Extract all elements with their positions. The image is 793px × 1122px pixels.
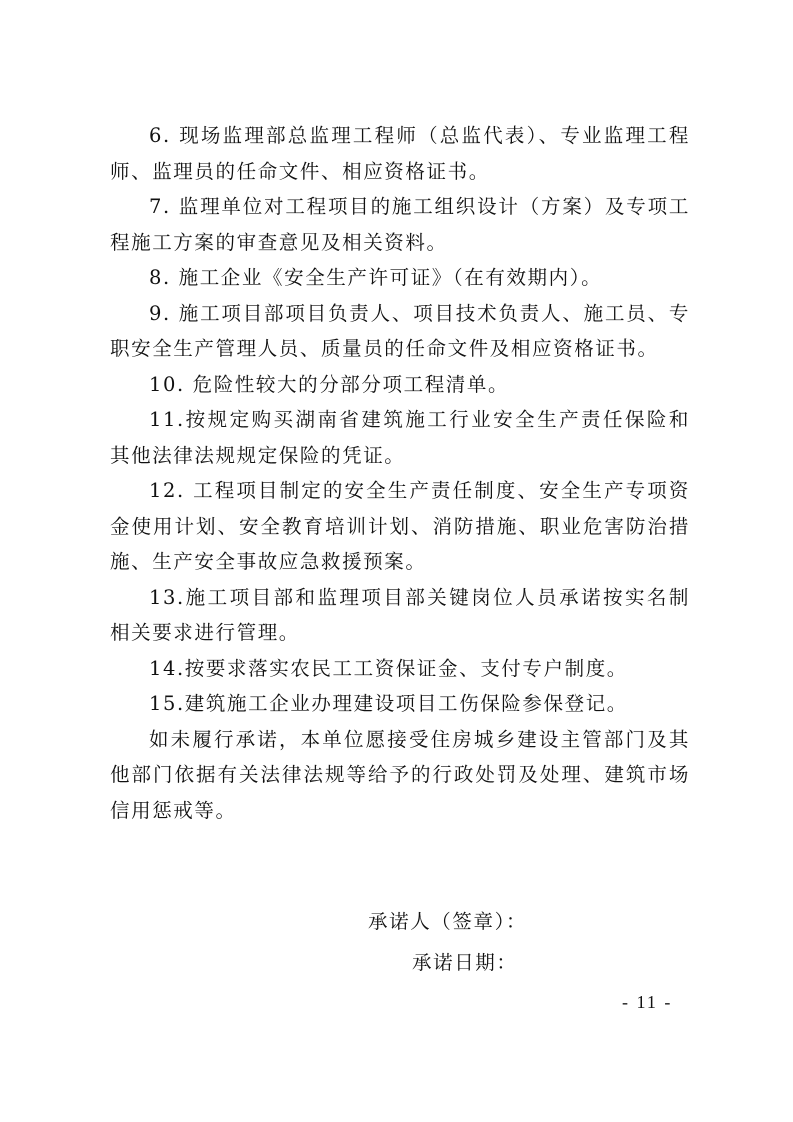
signer-label: 承诺人（签章）： <box>368 910 528 933</box>
paragraph-item-14: 14.按要求落实农民工工资保证金、支付专户制度。 <box>149 656 628 680</box>
commitment-statement: 如未履行承诺，本单位愿接受住房城乡建设主管部门及其他部门依据有关法律法规等给予的行政处罚及处理、建筑市场信用惩戒等。 <box>110 727 690 822</box>
paragraph-item-15: 15.建筑施工企业办理建设项目工伤保险参保登记。 <box>149 692 628 715</box>
paragraph-item-6: 6. 现场监理部总监理工程师（总监代表）、专业监理工程师、监理员的任命文件、相应资格证书。 <box>110 124 690 183</box>
page-number: - 11 - <box>622 992 673 1012</box>
paragraph-item-13: 13.施工项目部和监理项目部关键岗位人员承诺按实名制相关要求进行管理。 <box>110 585 690 644</box>
paragraph-item-11: 11.按规定购买湖南省建筑施工行业安全生产责任保险和其他法律法规规定保险的凭证。 <box>110 408 690 467</box>
paragraph-item-12: 12. 工程项目制定的安全生产责任制度、安全生产专项资金使用计划、安全教育培训计划、消防措施、职业危害防治措施、生产安全事故应急救援预案。 <box>110 479 690 573</box>
paragraph-item-7: 7. 监理单位对工程项目的施工组织设计（方案）及专项工程施工方案的审查意见及相关资料。 <box>110 195 690 254</box>
paragraph-item-9: 9. 施工项目部项目负责人、项目技术负责人、施工员、专职安全生产管理人员、质量员的任命文件及相应资格证书。 <box>110 301 690 360</box>
paragraph-item-8: 8. 施工企业《安全生产许可证》（在有效期内）。 <box>149 266 603 289</box>
document-body <box>110 118 690 828</box>
commitment-date-label: 承诺日期： <box>412 951 518 974</box>
paragraph-item-10: 10. 危险性较大的分部分项工程清单。 <box>149 372 510 396</box>
